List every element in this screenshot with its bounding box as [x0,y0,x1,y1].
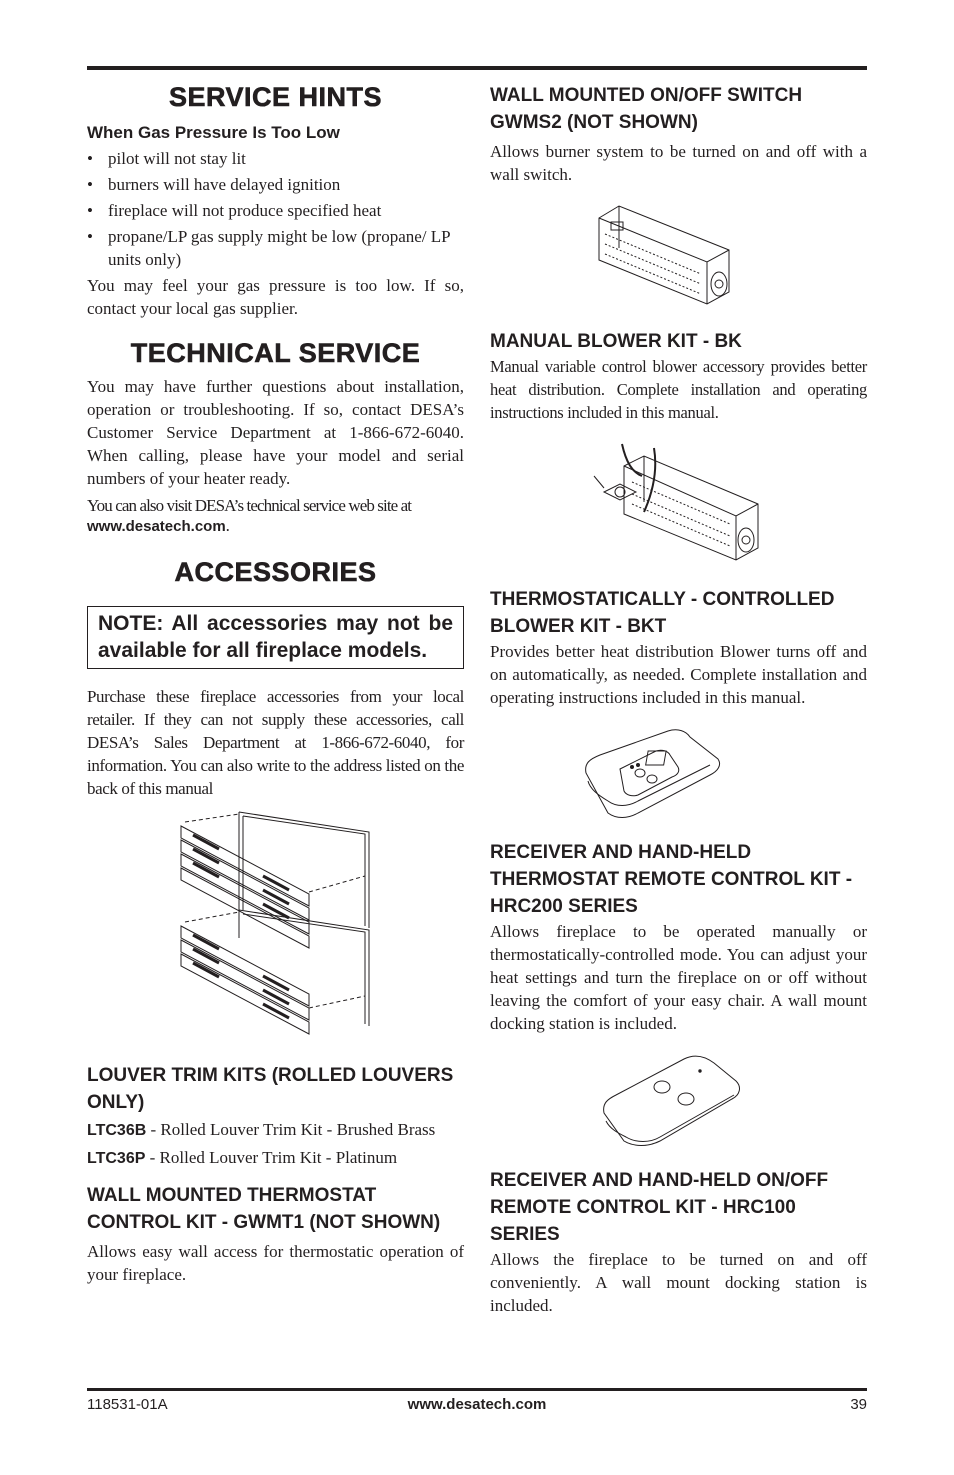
gwmt1-heading: WALL MOUNTED THERMOSTAT CONTROL KIT - GWMT1 (NOT SHOWN) [87,1185,441,1233]
louver-trim-illustration [179,810,464,1038]
bk-text: Manual variable control blower accessory provides better heat distribution. Complete installation and operating instructions included in this manual. [490,357,867,422]
technical-service-text: You may have further questions about installation, operation or troubleshooting. If so, contact DESA’s Customer Service Department at 1-866-672-6040. When calling, please have your model and serial numbers of your heater ready. [87,377,464,488]
lower-louver-panel [181,910,369,1038]
gas-pressure-list [87,147,464,271]
gwms2-heading: WALL MOUNTED ON/OFF SWITCH GWMS2 (NOT SHOWN) [490,85,803,133]
footer-website[interactable]: www.desatech.com [407,1396,547,1413]
list-item: • fireplace will not produce specified heat [87,199,464,222]
period: . [225,516,230,535]
technical-service-web-text [87,496,464,537]
louver-kit-ltc36b [87,1116,464,1144]
bkt-text: Provides better heat distribution Blower turns off and on automatically, as needed. Complete installation and operating instructions included in this manual. [490,642,867,707]
hrc100-heading: RECEIVER AND HAND-HELD ON/OFF REMOTE CONTROL KIT - HRC100 SERIES [490,1170,829,1245]
upper-louver-panel [181,812,369,962]
list-item: • propane/LP gas supply might be low (propane/ LP units only) [87,225,464,271]
bkt-heading: THERMOSTATICALLY - CONTROLLED BLOWER KIT - BKT [490,589,835,637]
hrc200-heading: RECEIVER AND HAND-HELD THERMOSTAT REMOTE CONTROL KIT - HRC200 SERIES [490,842,853,917]
gwms2-text: Allows burner system to be turned on and off with a wall switch. [490,142,867,184]
web-site-sentence: You can also visit DESA’s technical service web site at [87,496,412,515]
blower-kit-illustration [595,204,867,314]
service-hints-title: SERVICE HINTS [168,82,383,112]
desatech-link[interactable]: www.desatech.com [87,518,226,535]
list-item: • burners will have delayed ignition [87,173,464,196]
bk-heading: MANUAL BLOWER KIT - BK [490,331,742,352]
thermostatic-blower-illustration [592,442,867,570]
kit-description: - Rolled Louver Trim Kit - Brushed Brass [146,1120,436,1139]
hrc100-text: Allows the fireplace to be turned on and off conveniently. A wall mount docking station is included. [490,1250,867,1315]
gwmt1-text: Allows easy wall access for thermostatic operation of your fireplace. [87,1242,464,1284]
bottom-rule [87,1388,867,1391]
kit-code: LTC36P [87,1150,146,1167]
gas-pressure-subtitle: When Gas Pressure Is Too Low [87,123,340,142]
accessories-note: NOTE: All accessories may not be available for all fireplace models. [87,606,464,669]
list-item: • pilot will not stay lit [87,147,464,170]
kit-description: - Rolled Louver Trim Kit - Platinum [145,1148,398,1167]
accessories-title: ACCESSORIES [174,557,377,587]
accessories-text: Purchase these fireplace accessories from your local retailer. If they can not supply these accessories, call DESA’s Sales Department at 1-866-672-6040, for information. You can also write to the address listed on the back of this manual [87,687,464,798]
right-column [490,70,867,1317]
louver-trim-heading: LOUVER TRIM KITS (ROLLED LOUVERS ONLY) [87,1065,454,1113]
kit-code: LTC36B [87,1122,147,1139]
page-number: 39 [850,1396,867,1413]
hrc200-text: Allows fireplace to be operated manually or thermostatically-controlled mode. You can adjust your heat settings and turn the fireplace on or off without leaving the comfort of your easy chair. A wall mount docking station is included. [490,922,867,1033]
part-number: 118531-01A [87,1396,168,1413]
gas-pressure-text: You may feel your gas pressure is too low. If so, contact your local gas supplier. [87,276,464,318]
louver-kit-ltc36p [87,1144,464,1172]
hrc200-remote-illustration [582,729,867,821]
technical-service-title: TECHNICAL SERVICE [130,338,421,368]
left-column [87,70,464,1286]
hrc100-remote-illustration [600,1053,867,1149]
